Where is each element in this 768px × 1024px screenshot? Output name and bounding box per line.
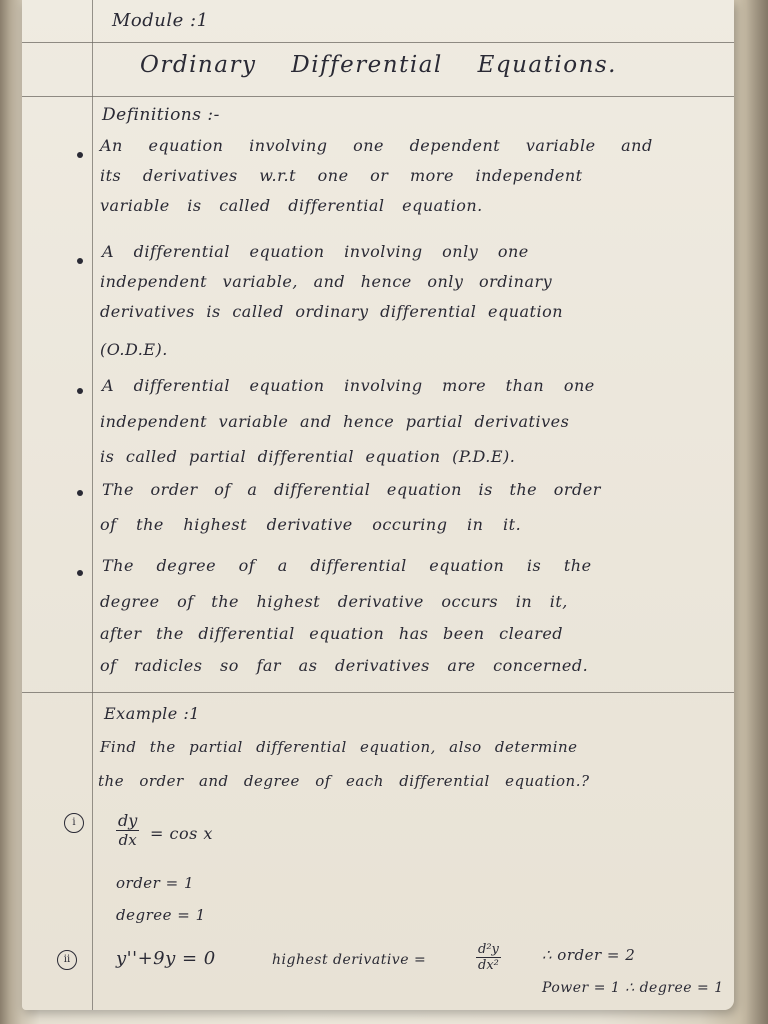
bullet — [77, 258, 83, 264]
bullet — [77, 570, 83, 576]
fraction-numerator: d²y — [478, 942, 499, 957]
bullet — [77, 490, 83, 496]
equation: y''+9y = 0 — [116, 948, 216, 969]
fraction-numerator: dy — [118, 811, 138, 830]
module-label: Module :1 — [112, 10, 209, 31]
definition-line: The degree of a differential equation is the — [102, 556, 592, 575]
definition-line: is called partial differential equation (P.D.E). — [100, 447, 516, 466]
definition-line: independent variable, and hence only ordinary — [100, 272, 553, 291]
example-heading: Example :1 — [104, 704, 200, 723]
problem-marker: i — [64, 813, 84, 833]
definition-line: of radicles so far as derivatives are concerned. — [100, 656, 589, 675]
order-result: ∴ order = 2 — [542, 946, 636, 964]
definition-line: (O.D.E). — [100, 340, 168, 359]
definition-line: The order of a differential equation is the order — [102, 480, 601, 499]
rule-line — [22, 96, 734, 97]
rule-line — [22, 692, 734, 693]
margin-line — [92, 0, 93, 1010]
degree-result: Power = 1 ∴ degree = 1 — [542, 980, 724, 996]
page-title: Ordinary Differential Equations. — [140, 52, 617, 78]
fraction-denominator: dx — [118, 831, 137, 849]
problem-marker: ii — [57, 950, 77, 970]
derivative-fraction — [116, 812, 139, 849]
definition-line: A differential equation involving only one — [102, 242, 529, 261]
definition-line: of the highest derivative occuring in it. — [100, 515, 522, 534]
degree-result: degree = 1 — [116, 906, 206, 924]
notebook-page — [22, 0, 734, 1010]
definition-line: degree of the highest derivative occurs in it, — [100, 592, 568, 611]
example-prompt: Find the partial differential equation, also determine — [100, 738, 578, 756]
highest-derivative-label: highest derivative = — [272, 952, 427, 968]
definition-line: its derivatives w.r.t one or more independent — [100, 166, 583, 185]
fraction-denominator: dx² — [478, 958, 499, 973]
definition-line: independent variable and hence partial derivatives — [100, 412, 570, 431]
second-derivative-fraction — [476, 942, 501, 973]
definition-line: A differential equation involving more than one — [102, 376, 595, 395]
definition-line: variable is called differential equation. — [100, 196, 483, 215]
rule-line — [22, 42, 734, 43]
bullet — [77, 388, 83, 394]
definition-line: derivatives is called ordinary differential equation — [100, 302, 564, 321]
definition-line: An equation involving one dependent variable and — [100, 136, 653, 155]
bullet — [77, 152, 83, 158]
example-prompt: the order and degree of each differential equation.? — [98, 772, 590, 790]
order-result: order = 1 — [116, 874, 194, 892]
page-edge-shadow — [746, 0, 768, 1024]
definitions-heading: Definitions :- — [102, 105, 220, 125]
definition-line: after the differential equation has been cleared — [100, 624, 564, 643]
equation-rhs: = cos x — [150, 824, 213, 843]
